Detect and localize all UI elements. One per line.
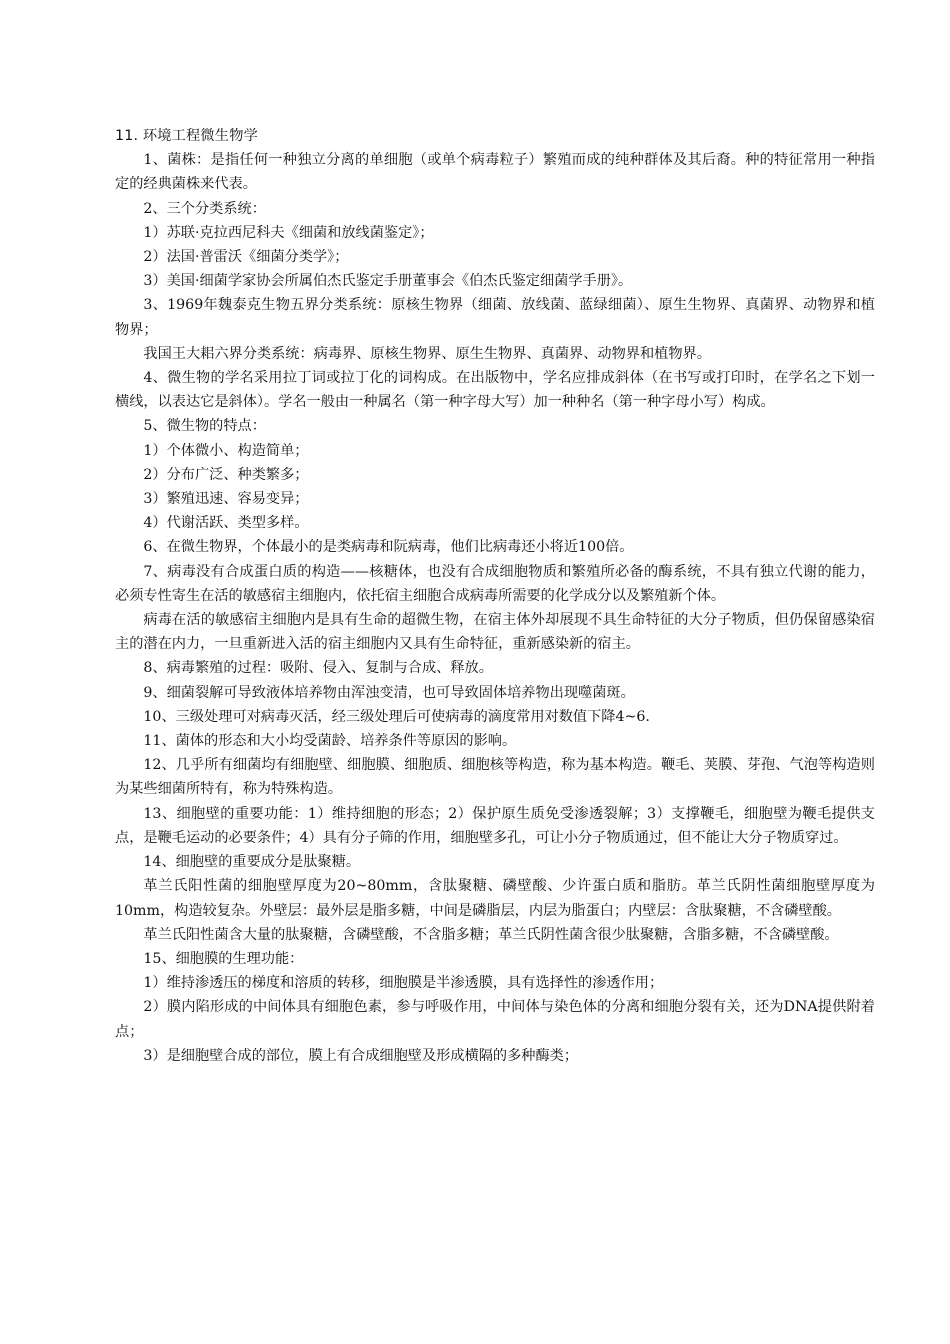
paragraph: 12、几乎所有细菌均有细胞壁、细胞膜、细胞质、细胞核等构造，称为基本构造。鞭毛、荚膜、芽孢、气泡等构造则为某些细菌所特有，称为特殊构造。 bbox=[115, 757, 875, 798]
paragraph: 4）代谢活跃、类型多样。 bbox=[143, 515, 309, 532]
paragraph: 病毒在活的敏感宿主细胞内是具有生命的超微生物，在宿主体外却展现不具生命特征的大分子物质，但仍保留感染宿主的潜在内力，一旦重新进入活的宿主细胞内又具有生命特征，重新感染新的宿主。 bbox=[115, 612, 875, 653]
paragraph: 7、病毒没有合成蛋白质的构造——核糖体，也没有合成细胞物质和繁殖所必备的酶系统，不具有独立代谢的能力，必须专性寄生在活的敏感宿主细胞内，依托宿主细胞合成病毒所需要的化学成分以及繁殖新个体。 bbox=[115, 563, 875, 604]
paragraph: 1）苏联·克拉西尼科夫《细菌和放线菌鉴定》； bbox=[143, 224, 434, 241]
paragraph: 11、菌体的形态和大小均受菌龄、培养条件等原因的影响。 bbox=[143, 733, 517, 750]
document-page bbox=[115, 124, 875, 1068]
paragraph: 13、细胞壁的重要功能：1）维持细胞的形态；2）保护原生质免受渗透裂解；3）支撑鞭毛，细胞壁为鞭毛提供支点，是鞭毛运动的必要条件；4）具有分子筛的作用，细胞壁多孔，可让小分子物质通过，但不能让大分子物质穿过。 bbox=[115, 805, 875, 846]
paragraph: 3）是细胞壁合成的部位，膜上有合成细胞壁及形成横隔的多种酶类； bbox=[143, 1047, 579, 1064]
paragraph: 5、微生物的特点： bbox=[143, 418, 266, 435]
paragraph: 2、三个分类系统： bbox=[143, 200, 266, 217]
paragraph: 15、细胞膜的生理功能： bbox=[143, 950, 304, 967]
paragraph: 9、细菌裂解可导致液体培养物由浑浊变清，也可导致固体培养物出现噬菌斑。 bbox=[143, 684, 635, 701]
paragraph: 1、菌株：是指任何一种独立分离的单细胞（或单个病毒粒子）繁殖而成的纯种群体及其后裔。种的特征常用一种指定的经典菌株来代表。 bbox=[115, 152, 875, 193]
paragraph: 3）美国·细菌学家协会所属伯杰氏鉴定手册董事会《伯杰氏鉴定细菌学手册》。 bbox=[143, 273, 633, 290]
section-heading: 11. 环境工程微生物学 bbox=[115, 128, 258, 144]
paragraph: 10、三级处理可对病毒灭活，经三级处理后可使病毒的滴度常用对数值下降4~6. bbox=[143, 708, 650, 725]
paragraph: 6、在微生物界，个体最小的是类病毒和阮病毒，他们比病毒还小将近100倍。 bbox=[143, 539, 634, 556]
paragraph: 2）法国·普雷沃《细菌分类学》； bbox=[143, 249, 349, 266]
paragraph: 1）个体微小、构造简单； bbox=[143, 442, 309, 459]
paragraph: 8、病毒繁殖的过程：吸附、侵入、复制与合成、释放。 bbox=[143, 660, 493, 677]
paragraph: 革兰氏阳性菌含大量的肽聚糖，含磷壁酸，不含脂多糖；革兰氏阴性菌含很少肽聚糖，含脂多糖，不含磷壁酸。 bbox=[143, 926, 839, 943]
paragraph: 1）维持渗透压的梯度和溶质的转移，细胞膜是半渗透膜，具有选择性的渗透作用； bbox=[143, 975, 664, 992]
paragraph: 2）膜内陷形成的中间体具有细胞色素，参与呼吸作用，中间体与染色体的分离和细胞分裂有关，还为DNA提供附着点； bbox=[115, 999, 875, 1040]
paragraph: 我国王大耜六界分类系统：病毒界、原核生物界、原生生物界、真菌界、动物界和植物界。 bbox=[143, 345, 711, 362]
paragraph: 14、细胞壁的重要成分是肽聚糖。 bbox=[143, 854, 361, 871]
paragraph: 4、微生物的学名采用拉丁词或拉丁化的词构成。在出版物中，学名应排成斜体（在书写或打印时，在学名之下划一横线，以表达它是斜体）。学名一般由一种属名（第一种字母大写）加一种种名（第一种字母小写）构成。 bbox=[115, 370, 875, 411]
paragraph: 2）分布广泛、种类繁多； bbox=[143, 466, 309, 483]
paragraph: 3、1969年魏泰克生物五界分类系统：原核生物界（细菌、放线菌、蓝绿细菌）、原生生物界、真菌界、动物界和植物界； bbox=[115, 297, 875, 338]
paragraph: 革兰氏阳性菌的细胞壁厚度为20~80mm，含肽聚糖、磷壁酸、少许蛋白质和脂肪。革兰氏阴性菌细胞壁厚度为10mm，构造较复杂。外壁层：最外层是脂多糖，中间是磷脂层，内层为脂蛋白；内壁层：含肽聚糖，不含磷壁酸。 bbox=[115, 878, 875, 919]
paragraph: 3）繁殖迅速、容易变异； bbox=[143, 491, 309, 508]
